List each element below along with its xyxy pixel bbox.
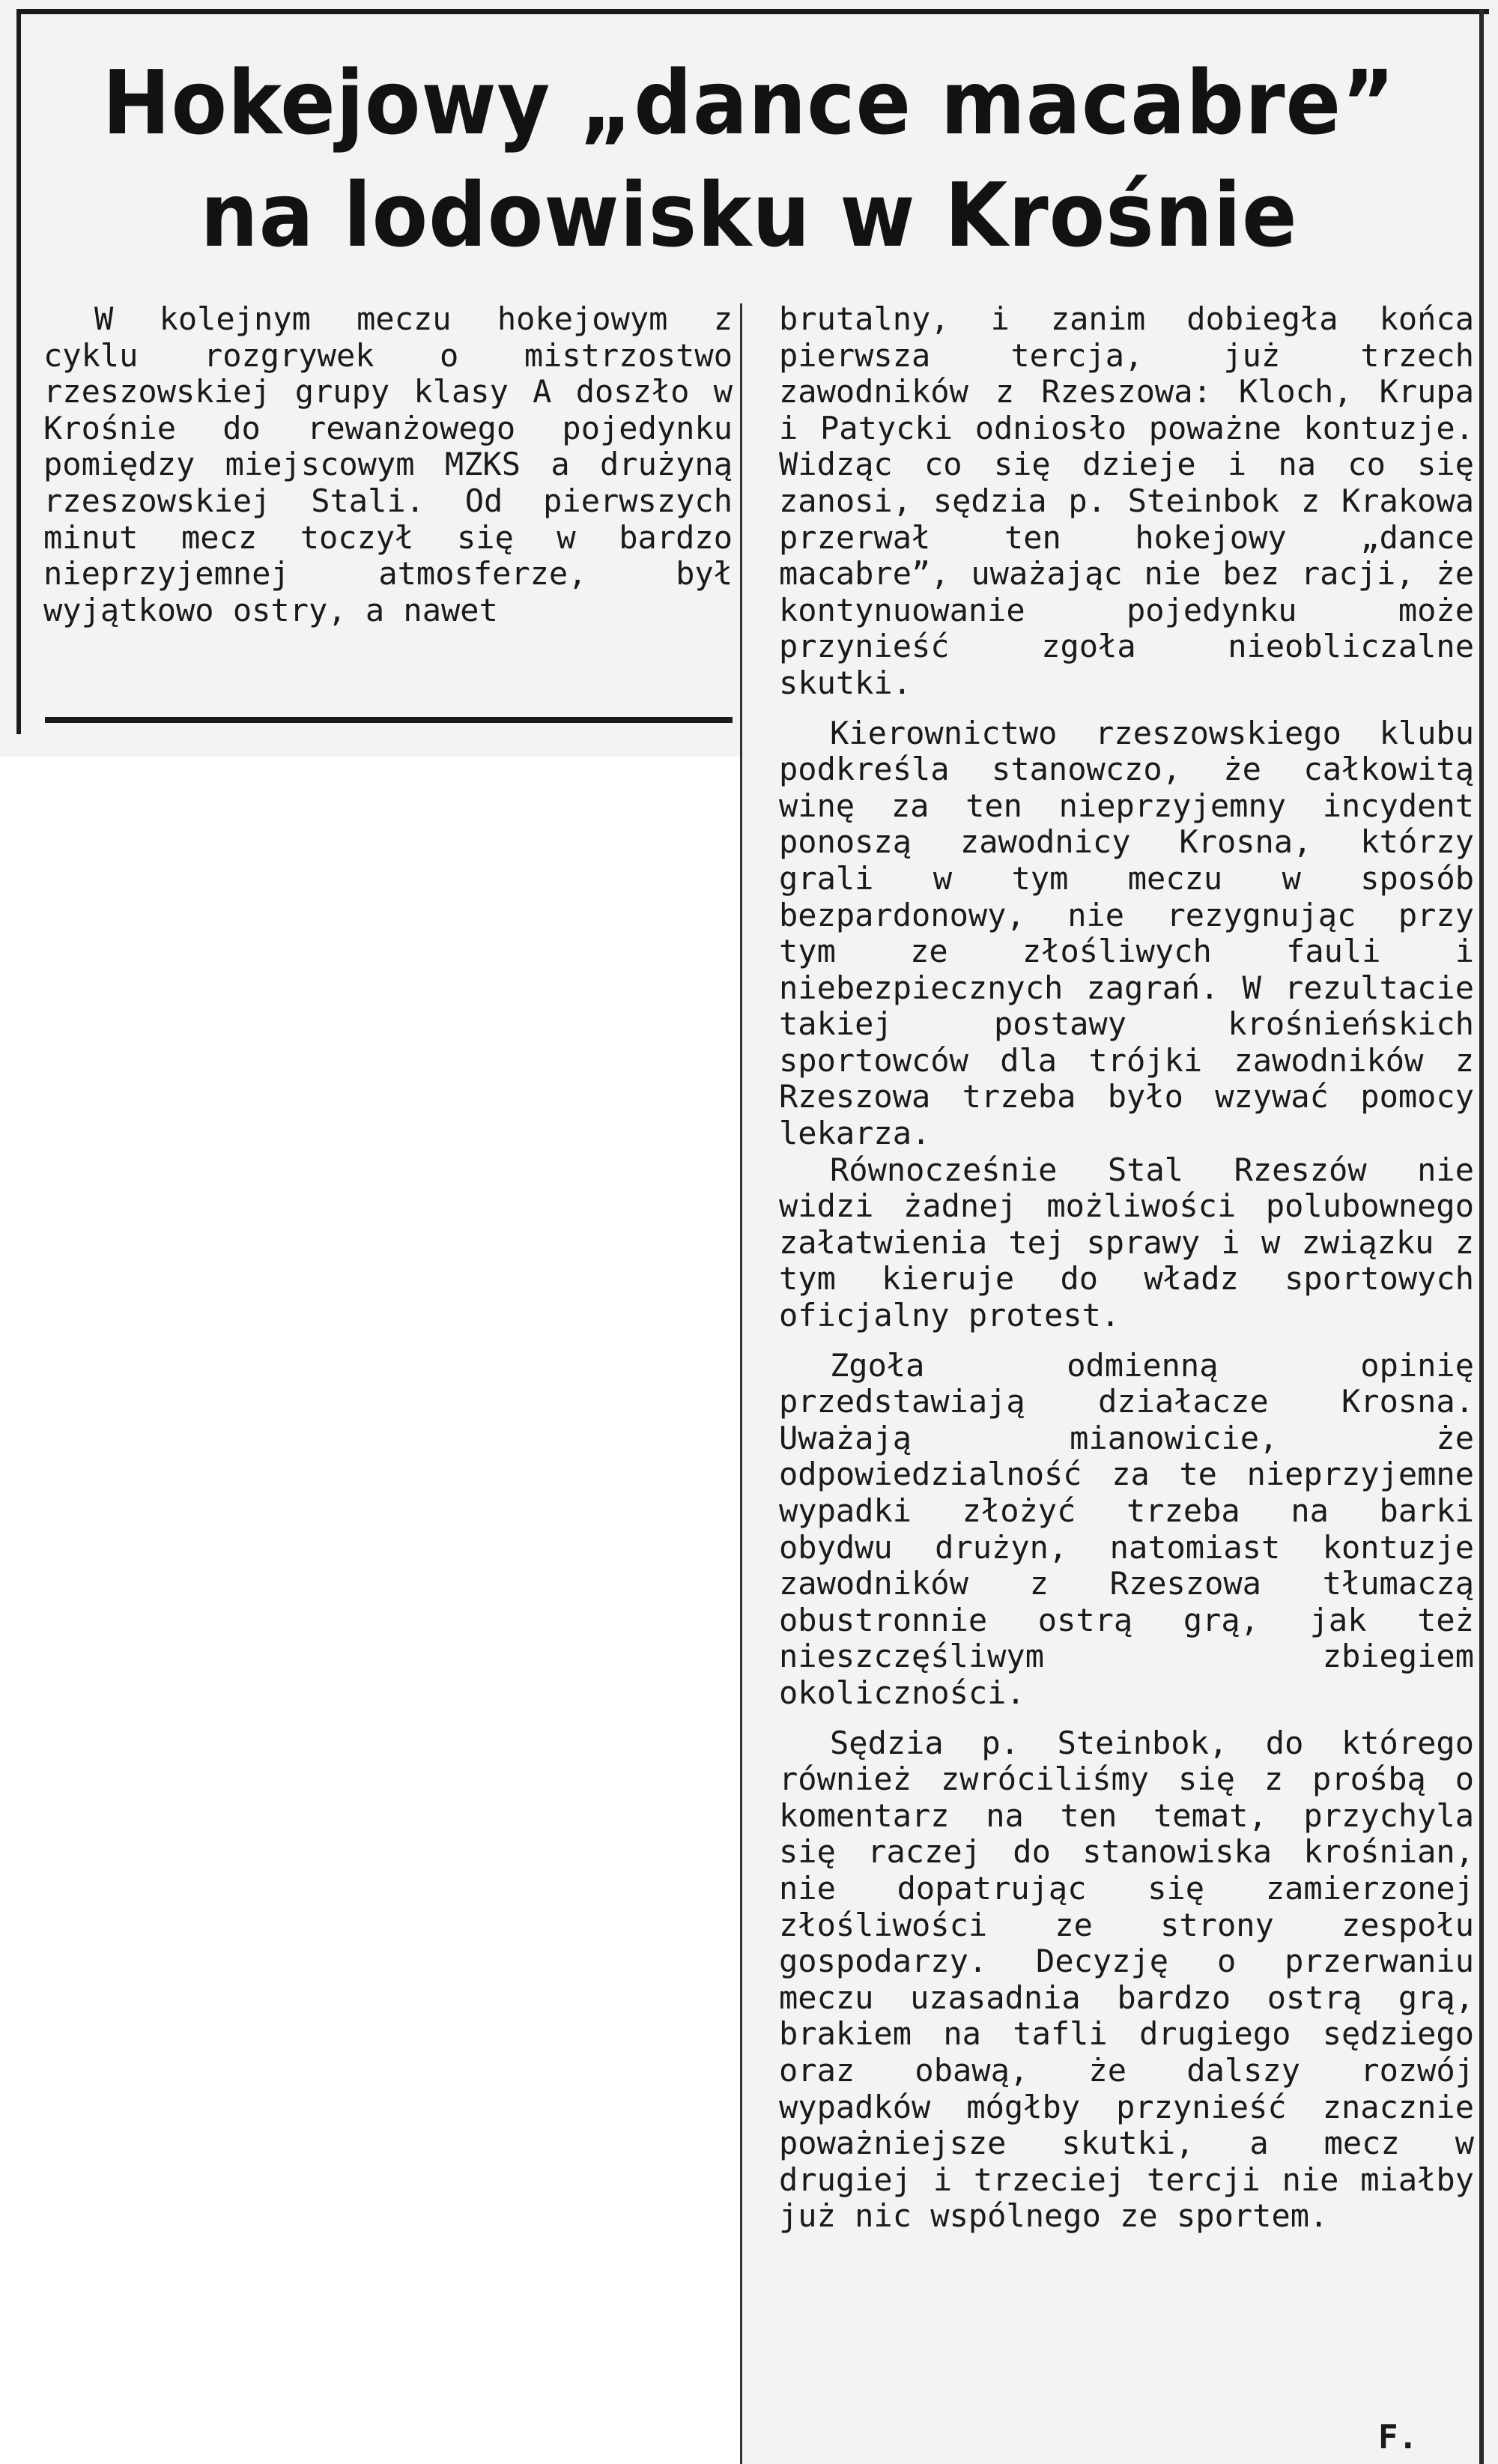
left-column: [43, 301, 733, 629]
paragraph-1-continued: brutalny, i zanim dobiegła końca pierwsza tercja, już trzech zawodników z Rzeszowa: Kloch, Krupa i Patycki odniosło poważne kontuzje. Widząc co się dzieje i na co się zanosi, sędzia p. Steinbok z Krakowa przerwał ten hokejowy „dance macabre”, uważając nie bez racji, że kontynuowanie pojedynku może przynieść zgoła nieobliczalne skutki.: [779, 300, 1474, 701]
paragraph-1: W kolejnym meczu hokejowym z cyklu rozgrywek o mistrzostwo rzeszowskiej grupy klasy A doszło w Krośnie do rewanżowego pojedynku pomiędzy miejscowym MZKS a drużyną rzeszowskiej Stali. Od pierwszych minut mecz toczył się w bardzo nieprzyjemnej atmosferze, był wyjątkowo ostry, a nawet: [43, 300, 733, 629]
left-column-bottom-rule: [45, 717, 733, 723]
headline-line-2: na lodowisku w Krośnie: [200, 163, 1298, 267]
paragraph-3: Równocześnie Stal Rzeszów nie widzi żadnej możliwości polubownego załatwienia tej sprawy i w związku z tym kieruje do władz sportowych oficjalny protest.: [779, 1151, 1474, 1334]
right-column: [779, 301, 1474, 2235]
headline-line-1: Hokejowy „dance macabre”: [102, 51, 1396, 154]
left-border-rule: [16, 9, 21, 734]
paragraph-2: Kierownictwo rzeszowskiego klubu podkreśla stanowczo, że całkowitą winę za ten nieprzyjemny incydent ponoszą zawodnicy Krosna, którzy grali w tym meczu w sposób bezpardonowy, nie rezygnując przy tym ze złośliwych fauli i niebezpiecznych zagrań. W rezultacie takiej postawy krośnieńskich sportowców dla trójki zawodników z Rzeszowa trzeba było wzywać pomocy lekarza.: [779, 714, 1474, 1152]
article-headline: [101, 46, 1397, 271]
top-border-rule: [16, 9, 1489, 14]
paragraph-5: Sędzia p. Steinbok, do którego również zwróciliśmy się z prośbą o komentarz na ten temat, przychyla się raczej do stanowiska krośnian, nie dopatrując się zamierzonej złośliwości ze strony zespołu gospodarzy. Decyzję o przerwaniu meczu uzasadnia bardzo ostrą grą, brakiem na tafli drugiego sędziego oraz obawą, że dalszy rozwój wypadków mógłby przynieść znacznie poważniejsze skutki, a mecz w drugiej i trzeciej tercji nie miałby już nic wspólnego ze sportem.: [779, 1724, 1474, 2235]
column-gutter-rule: [740, 303, 742, 2464]
right-border-rule: [1479, 9, 1484, 2464]
author-signature: F.: [1378, 2418, 1418, 2457]
paragraph-4: Zgoła odmienną opinię przedstawiają działacze Krosna. Uważają mianowicie, że odpowiedzialność za te nieprzyjemne wypadki złożyć trzeba na barki obydwu drużyn, natomiast kontuzje zawodników z Rzeszowa tłumaczą obustronnie ostrą grą, jak też nieszczęśliwym zbiegiem okoliczności.: [779, 1346, 1474, 1711]
